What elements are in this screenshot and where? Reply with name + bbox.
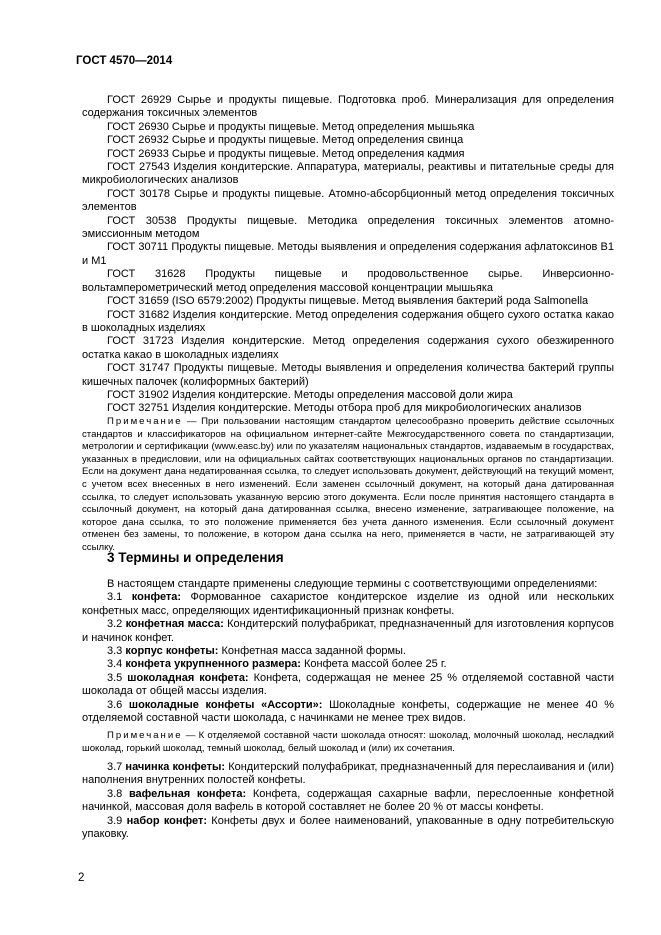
term-definition: Конфетная масса заданной формы. <box>218 645 406 658</box>
term-item: 3.5 шоколадная конфета: Конфета, содержащая не менее 25 % отделяемой составной части шоколада от общей массы изделия. <box>82 671 614 698</box>
reference-item: ГОСТ 26932 Сырье и продукты пищевые. Метод определения свинца <box>107 134 464 147</box>
term-name: конфета укрупненного размера: <box>125 658 301 671</box>
reference-item: ГОСТ 32751 Изделия кондитерские. Методы отбора проб для микробиологических анализов <box>107 402 582 415</box>
term-item: 3.3 корпус конфеты: Конфетная масса заданной формы. <box>107 645 406 658</box>
section-intro: В настоящем стандарте применены следующие термины с соответствующими определениями: <box>107 578 598 590</box>
reference-item: ГОСТ 31747 Продукты пищевые. Методы выявления и определения количества бактерий группы кишечных палочек (колиформных бактерий) <box>82 362 614 388</box>
page-number: 2 <box>78 872 85 884</box>
term-name: корпус конфеты: <box>125 645 219 658</box>
term-name: шоколадная конфета: <box>127 671 249 684</box>
term-item: 3.6 шоколадные конфеты «Ассорти»: Шоколадные конфеты, содержащие не менее 40 % отделяемой составной части шоколада, с начинками не менее трех видов. <box>82 698 614 725</box>
references-note <box>82 416 614 555</box>
reference-item: ГОСТ 31902 Изделия кондитерские. Методы определения массовой доли жира <box>107 388 513 401</box>
terms-block-b <box>82 761 614 841</box>
term-name: вафельная конфета: <box>128 787 247 800</box>
term-name: конфета: <box>131 591 182 604</box>
reference-item: ГОСТ 31682 Изделия кондитерские. Метод определения содержания общего сухого остатка какао в шоколадных изделиях <box>82 308 614 334</box>
reference-item: ГОСТ 31628 Продукты пищевые и продовольственное сырье. Инверсионно-вольтамперометрический метод определения массовой концентрации мышьяка <box>82 268 614 294</box>
note-label: Примечание <box>107 730 183 741</box>
terms-block-a <box>82 578 614 725</box>
note-label: Примечание <box>107 416 183 427</box>
reference-item: ГОСТ 26930 Сырье и продукты пищевые. Метод определения мышьяка <box>107 120 475 133</box>
term-definition: Кондитерский полуфабрикат, предназначенный для изготовления корпусов и начинок конфет. <box>82 618 614 644</box>
term-definition: Конфета массой более 25 г. <box>300 658 447 671</box>
term-item: 3.7 начинка конфеты: Кондитерский полуфабрикат, предназначенный для переслаивания и (или) наполнения внутренних полостей конфеты. <box>82 761 614 787</box>
reference-item: ГОСТ 30178 Сырье и продукты пищевые. Атомно-абсорбционный метод определения токсичных элементов <box>82 187 614 214</box>
term-definition: Шоколадные конфеты, содержащие не менее 40 % отделяемой составной части шоколада, с начинками не менее трех видов. <box>82 698 614 725</box>
term-definition: Формованное сахаристое кондитерское изделие из одной или нескольких конфетных масс, определяющих идентификационный признак конфеты. <box>82 591 614 617</box>
reference-item: ГОСТ 26933 Сырье и продукты пищевые. Метод определения кадмия <box>107 147 465 160</box>
chocolate-note <box>82 730 614 755</box>
term-item: 3.1 конфета: Формованное сахаристое кондитерское изделие из одной или нескольких конфетных масс, определяющих идентификационный признак конфеты. <box>82 591 614 617</box>
reference-item: ГОСТ 30538 Продукты пищевые. Методика определения токсичных элементов атомно-эмиссионным методом <box>82 214 614 241</box>
term-name: набор конфет: <box>126 814 208 827</box>
reference-item: ГОСТ 27543 Изделия кондитерские. Аппаратура, материалы, реактивы и питательные среды для микробиологических анализов <box>82 161 614 187</box>
term-item: 3.8 вафельная конфета: Конфета, содержащая сахарные вафли, переслоенные конфетной начинкой, массовая доля вафель в которой составляет не более 20 % от массы конфеты. <box>82 787 614 814</box>
reference-item: ГОСТ 31723 Изделия кондитерские. Метод определения содержания сухого обезжиренного остатка какао в шоколадных изделиях <box>82 335 614 361</box>
term-definition: Кондитерский полуфабрикат, предназначенный для переслаивания и (или) наполнения внутренних полостей конфеты. <box>82 761 614 787</box>
normative-references-list <box>82 94 614 416</box>
reference-item: ГОСТ 30711 Продукты пищевые. Методы выявления и определения содержания афлатоксинов B1 и M1 <box>82 241 614 267</box>
note-text: — К отделяемой составной части шоколада относят: шоколад, молочный шоколад, несладкий шоколад, горький шоколад, темный шоколад, белый шоколад и (или) их сочетания. <box>82 730 614 754</box>
term-item: 3.9 набор конфет: Конфеты двух и более наименований, упакованные в одну потребительскую упаковку. <box>82 814 614 841</box>
document-header: ГОСТ 4570—2014 <box>76 55 173 67</box>
term-item: 3.2 конфетная масса: Кондитерский полуфабрикат, предназначенный для изготовления корпусов и начинок конфет. <box>82 618 614 644</box>
term-definition: Конфета, содержащая сахарные вафли, переслоенные конфетной начинкой, массовая доля вафель в которой составляет не более 20 % от массы конфеты. <box>82 787 614 814</box>
note-text: — При пользовании настоящим стандартом целесообразно проверить действие ссылочных стандартов и классификаторов на официальном интернет-сайте Межгосударственного совета по стандартизации, метрологии и сертификации (www.easc.by) или по указателям национальных стандартов, издаваемым в государствах, указанных в предисловии, или на официальных сайтах соответствующих национальных органов по стандартизации. Если на документ дана недатированная ссылка, то следует использовать документ, действующий на текущий момент, с учетом всех внесенных в него изменений. Если заменен ссылочный документ, на который дана датированная ссылка, то следует использовать указанную версию этого документа. Если после принятия настоящего стандарта в ссылочный документ, на который дана датированная ссылка, внесено изменение, затрагивающее положение, на которое дана ссылка, то это положение применяется без учета данного изменения. Если ссылочный документ отменен без замены, то положение, в котором дана ссылка на него, применяется в части, не затрагивающей эту ссылку. <box>82 416 614 553</box>
term-definition: Конфеты двух и более наименований, упакованные в одну потребительскую упаковку. <box>82 814 614 841</box>
term-name: шоколадные конфеты «Ассорти»: <box>128 698 323 711</box>
term-definition: Конфета, содержащая не менее 25 % отделяемой составной части шоколада от общей массы изделия. <box>82 671 614 698</box>
section-title: 3 Термины и определения <box>107 550 284 565</box>
reference-item: ГОСТ 31659 (ISO 6579:2002) Продукты пищевые. Метод выявления бактерий рода Salmonella <box>107 295 589 308</box>
term-item: 3.4 конфета укрупненного размера: Конфета массой более 25 г. <box>107 658 447 671</box>
term-name: начинка конфеты: <box>125 761 226 773</box>
reference-item: ГОСТ 26929 Сырье и продукты пищевые. Подготовка проб. Минерализация для определения содержания токсичных элементов <box>82 94 614 120</box>
term-name: конфетная масса: <box>125 618 224 631</box>
